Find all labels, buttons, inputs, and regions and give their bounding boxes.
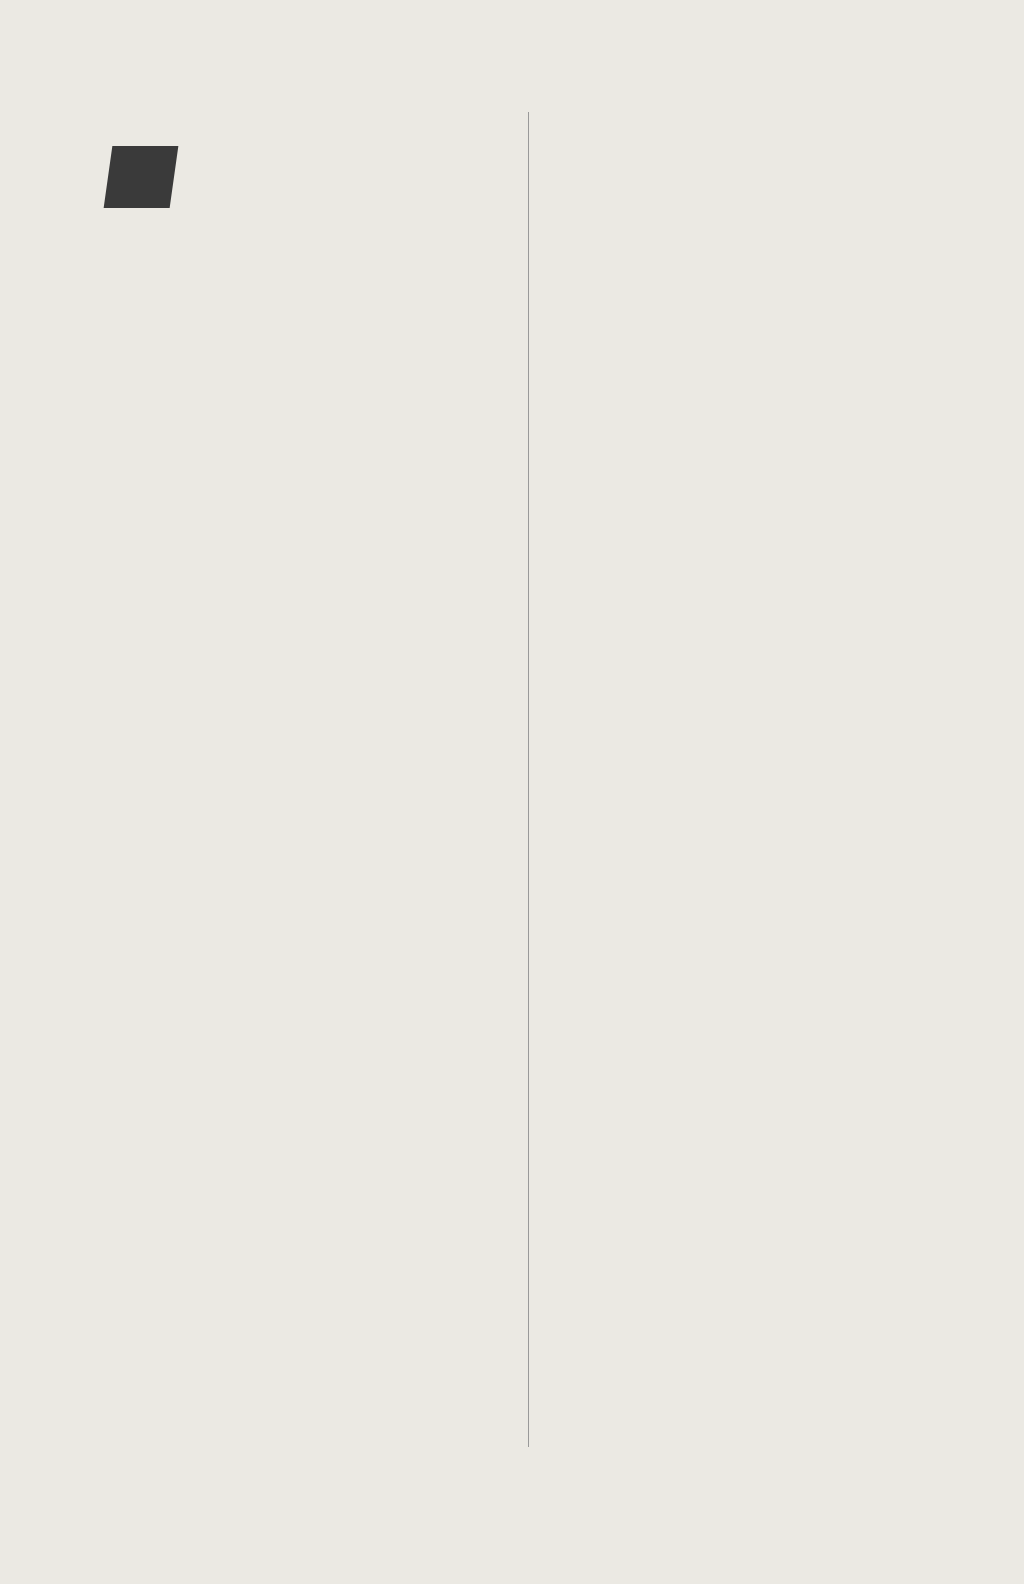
exam-section-header bbox=[48, 130, 516, 212]
column-divider bbox=[528, 112, 529, 1447]
left-column bbox=[48, 112, 516, 224]
section-number-badge bbox=[104, 146, 179, 208]
